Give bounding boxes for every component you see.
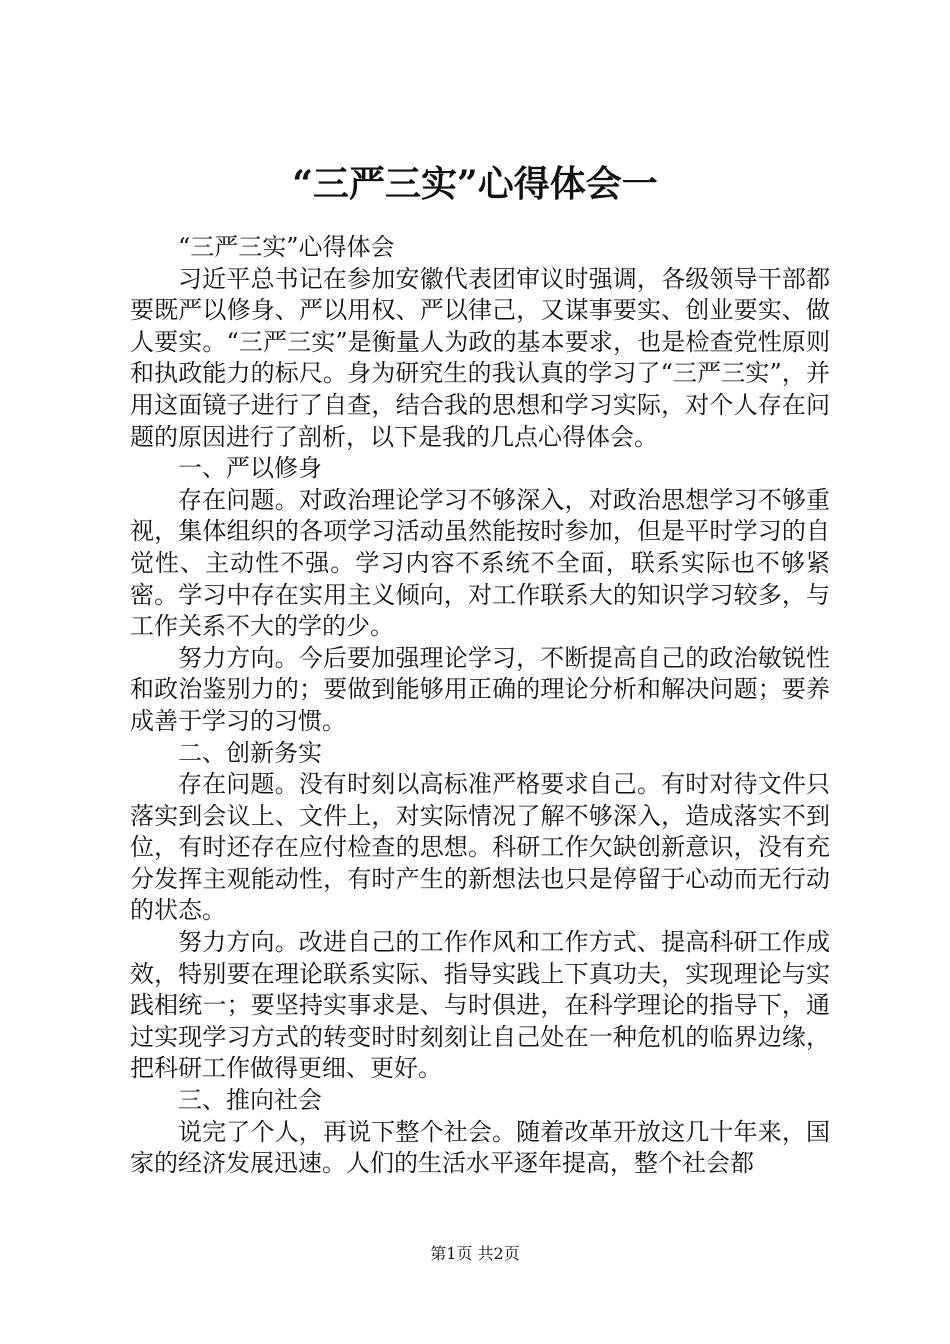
section-heading-2: 二、创新务实: [178, 738, 322, 767]
document-body: [130, 232, 830, 1180]
paragraph-section2-direction: 努力方向。改进自己的工作作风和工作方式、提高科研工作成效，特别要在理论联系实际、指导实践上下真功夫，实现理论与实践相统一；要坚持实事求是、与时俱进，在科学理论的指导下，通过实现学习方式的转变时时刻刻让自己处在一种危机的临界边缘，把科研工作做得更细、更好。: [130, 928, 830, 1083]
page-footer: 第1页 共2页: [430, 1244, 520, 1263]
paragraph-subtitle: “三严三实”心得体会: [178, 233, 395, 261]
document-title: “三严三实”心得体会一: [292, 163, 658, 205]
section-heading-1: 一、严以修身: [178, 454, 322, 483]
paragraph-section1-problem: 存在问题。对政治理论学习不够深入，对政治思想学习不够重视，集体组织的各项学习活动虽然能按时参加，但是平时学习的自觉性、主动性不强。学习内容不系统不全面，联系实际也不够紧密。学习中存在实用主义倾向，对工作联系大的知识学习较多，与工作关系不大的学的少。: [130, 485, 830, 641]
paragraph-intro: 习近平总书记在参加安徽代表团审议时强调，各级领导干部都要既严以修身、严以用权、严以律己，又谋事要实、创业要实、做人要实。“三严三实”是衡量人为政的基本要求，也是检查党性原则和执政能力的标尺。身为研究生的我认真的学习了“三严三实”，并用这面镜子进行了自查，结合我的思想和学习实际，对个人存在问题的原因进行了剖析，以下是我的几点心得体会。: [130, 264, 830, 451]
paragraph-section2-problem: 存在问题。没有时刻以高标准严格要求自己。有时对待文件只落实到会议上、文件上，对实际情况了解不够深入，造成落实不到位，有时还存在应付检查的思想。科研工作欠缺创新意识，没有充分发挥主观能动性，有时产生的新想法也只是停留于心动而无行动的状态。: [130, 770, 830, 925]
paragraph-section1-direction: 努力方向。今后要加强理论学习，不断提高自己的政治敏锐性和政治鉴别力的；要做到能够用正确的理论分析和解决问题；要养成善于学习的习惯。: [130, 643, 830, 735]
section-heading-3: 三、推向社会: [178, 1086, 322, 1115]
paragraph-section3-start: 说完了个人，再说下整个社会。随着改革开放这几十年来，国家的经济发展迅速。人们的生活水平逐年提高，整个社会都: [130, 1117, 830, 1178]
